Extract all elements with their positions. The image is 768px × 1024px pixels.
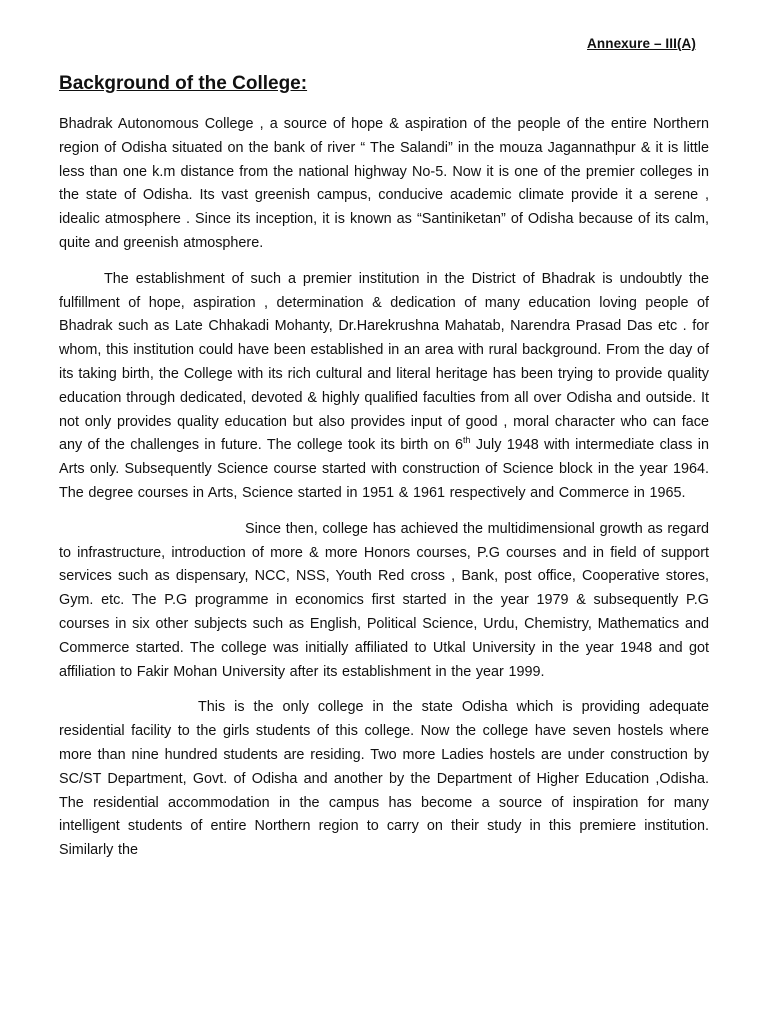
paragraph-2 [59,268,709,506]
ordinal-suffix: th [462,435,471,446]
paragraph-3: Since then, college has achieved the multidimensional growth as regard to infrastructure, introduction of more & more Honors courses, P.G courses and in field of support services such as dispensary, NCC, NSS, Youth Red cross , Bank, post office, Cooperative stores, Gym. etc. The P.G programme in economics first started in the year 1979 & subsequently P.G courses in six other subjects such as English, Political Science, Urdu, Chemistry, Mathematics and Commerce started. The college was initially affiliated to Utkal University in the year 1948 and got affiliation to Fakir Mohan University after its establishment in the year 1999. [59,520,709,680]
paragraph-1: Bhadrak Autonomous College , a source of hope & aspiration of the people of the entire Northern region of Odisha situated on the bank of river “ The Salandi” in the mouza Jagannathpur & it is little less than one k.m distance from the national highway No-5. Now it is one of the premier colleges in the state of Odisha. Its vast greenish campus, conducive academic climate provide it a serene , idealic atmosphere . Since its inception, it is known as “Santiniketan” of Odisha because of its calm, quite and greenish atmosphere. [59,116,709,251]
paragraph-4: This is the only college in the state Odisha which is providing adequate residential facility to the girls students of this college. Now the college have seven hostels where more than nine hundred students are residing. Two more Ladies hostels are under construction by SC/ST Department, Govt. of Odisha and another by the Department of Higher Education ,Odisha. The residential accommodation in the campus has become a source of inspiration for many intelligent students of entire Northern region to carry on their study in this premiere institution. Similarly the [59,699,709,859]
paragraph-2-text-after-sup: July 1948 with intermediate class in Arts only. Subsequently Science course started with construction of Science block in the year 1964. The degree courses in Arts, Science started in 1951 & 1961 respectively and Commerce in 1965. [59,437,709,501]
paragraph-2-text-before-sup: The establishment of such a premier institution in the District of Bhadrak is undoubtly the fulfillment of hope, aspiration , determination & dedication of many education loving people of Bhadrak such as Late Chhakadi Mohanty, Dr.Harekrushna Mahatab, Narendra Prasad Das etc . for whom, this institution could have been established in an area with rural background. From the day of its taking birth, the College with its rich cultural and literal heritage has been trying to provide quality education through dedicated, devoted & highly qualified faculties from all over Odisha and outside. It not only provides quality education but also provides input of good , moral character who can face any of the challenges in future. The college took its birth on 6 [59,270,709,454]
page-title: Background of the College: [59,73,308,94]
body-text [59,113,709,875]
annexure-label: Annexure – III(A) [587,36,696,51]
